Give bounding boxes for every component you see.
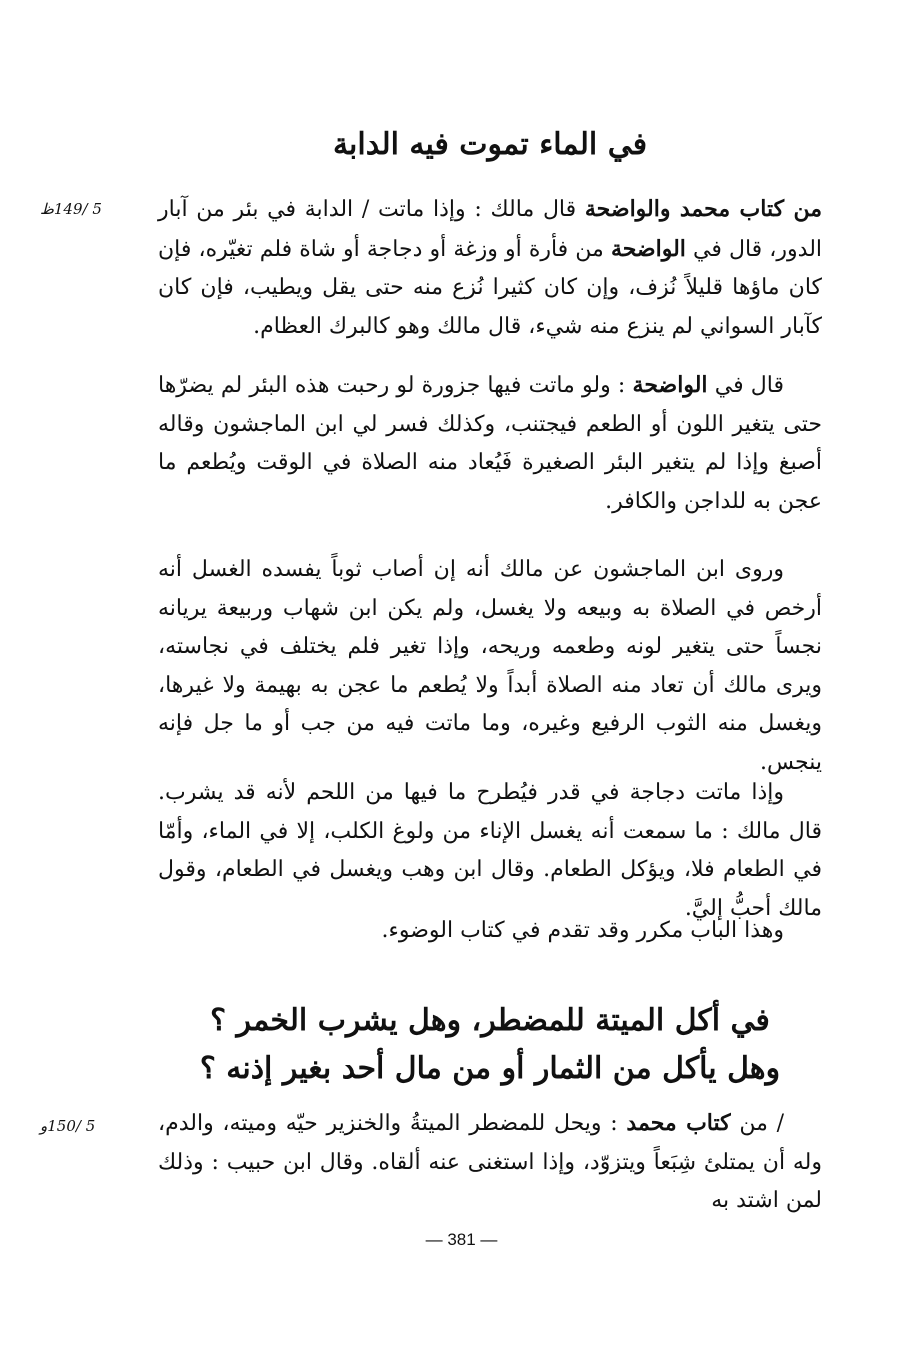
section-title-line-2: وهل يأكل من الثمار أو من مال أحد بغير إذنه ؟	[199, 1051, 781, 1086]
manuscript-folio-ref: 5 /150و	[40, 1117, 96, 1135]
paragraph	[158, 1104, 822, 1221]
section-title-line-1: في أكل الميتة للمضطر، وهل يشرب الخمر ؟	[210, 1003, 770, 1038]
paragraph-text: من فأرة أو وزغة أو دجاجة أو شاة فلم تغيّره، فإن كان ماؤها قليلاً نُزف، وإن كان كثيرا نُزع منه حتى يقل ويطيب، فإن كان كآبار السواني لم ينزع منه شيء، قال مالك وهو كالبرك العظام.	[158, 236, 822, 339]
paragraph: وإذا ماتت دجاجة في قدر فيُطرح ما فيها من اللحم لأنه قد يشرب. قال مالك : ما سمعت أنه يغسل الإناء من ولوغ الكلب، إلا في الماء، وأمّا في الطعام فلا، ويؤكل الطعام. وقال ابن وهب ويغسل في الطعام، وقول مالك أحبُّ إليَّ.	[158, 780, 822, 921]
paragraph-text: قال في	[707, 373, 785, 398]
paragraph: وروى ابن الماجشون عن مالك أنه إن أصاب ثوباً يفسده الغسل أنه أرخص في الصلاة به وبيعه ولا يغسل، ولم يكن ابن شهاب وربيعة يريانه نجساً حتى يتغير لونه وطعمه وريحه، وإذا تغير فلم يختلف في نجاسته، ويرى مالك أن تعاد منه الصلاة أبداً ولا يُطعم ما عجن به بهيمة ولا غيرها، ويغسل منه الثوب الرفيع وغيره، وما ماتت فيه من جب أو ما جل فإنه ينجس.	[158, 557, 822, 775]
paragraph-text: : ويحل للمضطر الميتةُ والخنزير حيّه وميته، والدم، وله أن يمتلئ شِبَعاً ويتزوّد، وإذا استغنى عنه ألقاه. وقال ابن حبيب : وذلك لمن اشتد به	[158, 1111, 822, 1213]
bold-source: الواضحة	[632, 372, 708, 398]
manuscript-folio-ref: 5 /149ظ	[40, 200, 102, 218]
paragraph-text: / من	[730, 1111, 784, 1136]
page-number: — 381 —	[425, 1230, 498, 1249]
paragraph	[158, 366, 822, 521]
bold-source: كتاب محمد	[626, 1110, 731, 1136]
paragraph: وهذا الباب مكرر وقد تقدم في كتاب الوضوء.	[381, 918, 784, 943]
paragraph	[158, 190, 822, 346]
section-title: في الماء تموت فيه الدابة	[332, 127, 648, 162]
bold-source: من كتاب محمد والواضحة	[584, 196, 822, 222]
paragraph-text: : ولو ماتت فيها جزورة لو رحبت هذه البئر لم يضرّها حتى يتغير اللون أو الطعم فيجتنب، وكذلك فسر لي ابن الماجشون وقاله أصبغ وإذا لم يتغير البئر الصغيرة فَيُعاد منه الصلاة في الوقت ويُطعم ما عجن به للداجن والكافر.	[158, 373, 822, 514]
bold-source: الواضحة	[610, 235, 686, 262]
paragraph-text: قال مالك : وإذا ماتت / الدابة في بئر من آبار الدور، قال في	[158, 197, 823, 262]
